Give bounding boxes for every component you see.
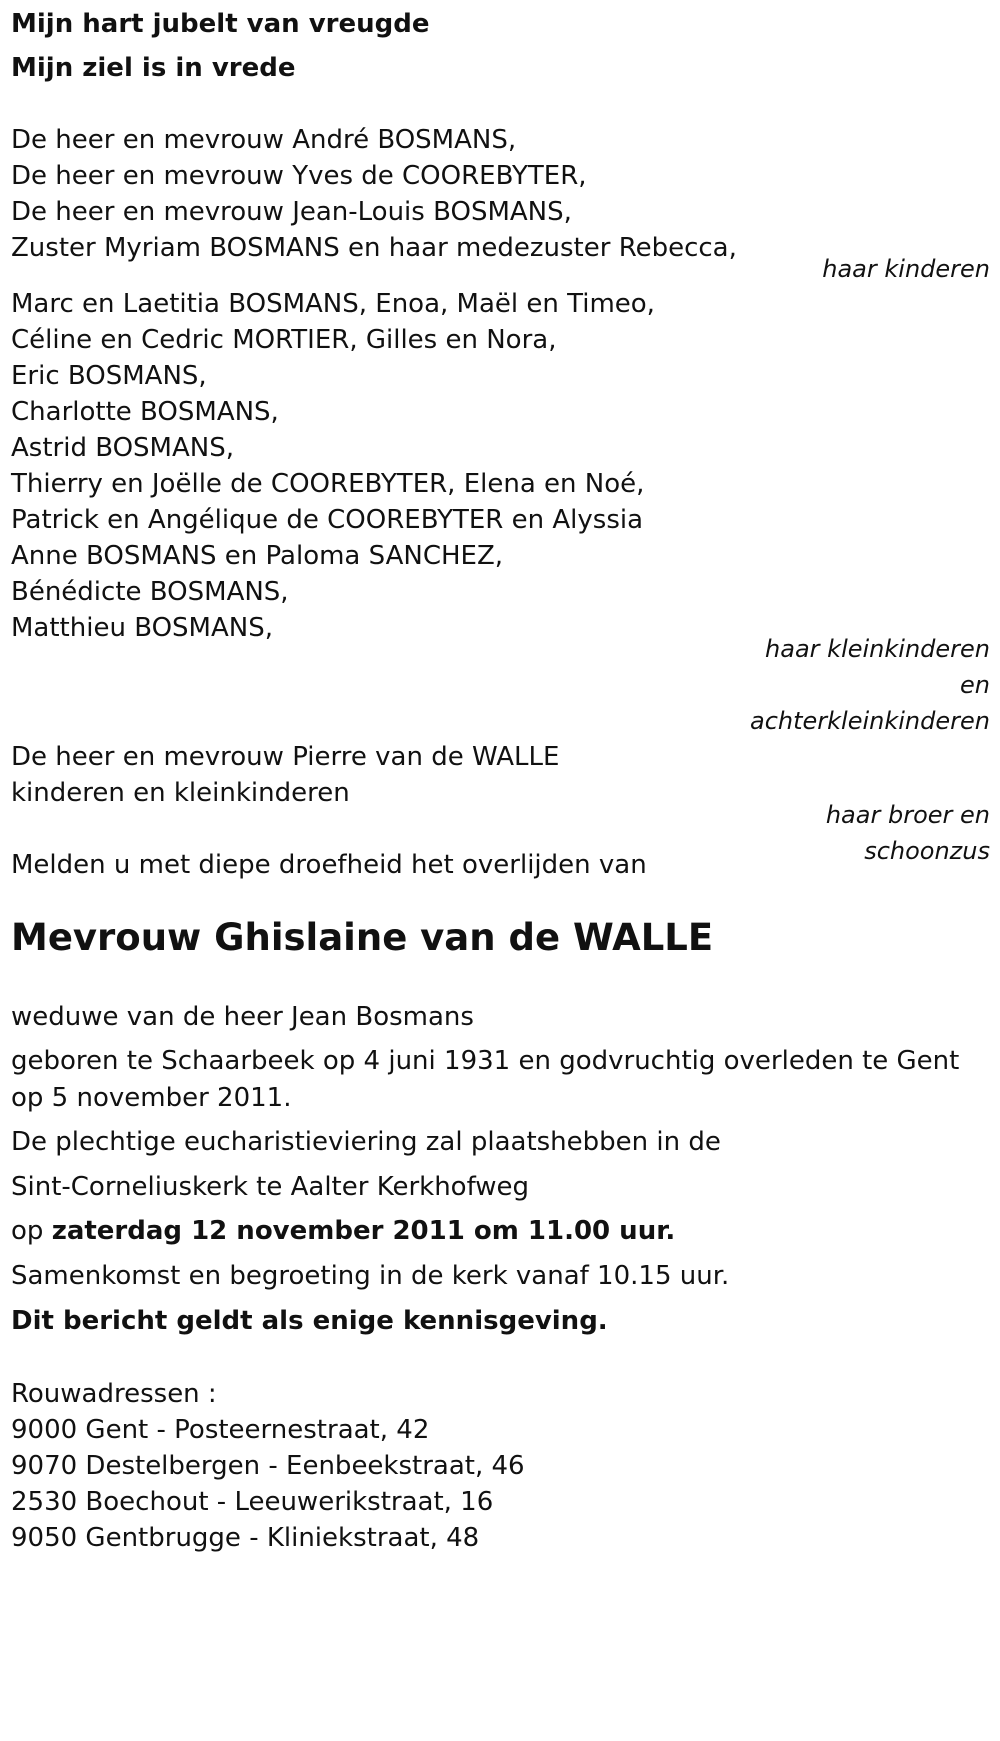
grandchildren-line-9: Bénédicte BOSMANS, [11, 577, 289, 607]
sibling-role-line-1: haar broer en [825, 801, 990, 829]
children-line-1: De heer en mevrouw André BOSMANS, [11, 125, 517, 155]
grandchildren-line-3: Eric BOSMANS, [11, 361, 207, 391]
grandchildren-role-line-1: haar kleinkinderen [765, 635, 990, 663]
sibling-role-line-2: schoonzus [864, 837, 990, 865]
children-line-2: De heer en mevrouw Yves de COOREBYTER, [11, 161, 587, 191]
sibling-line-1: De heer en mevrouw Pierre van de WALLE [11, 742, 560, 772]
children-line-4: Zuster Myriam BOSMANS en haar medezuster Rebecca, [11, 233, 737, 263]
grandchildren-line-1: Marc en Laetitia BOSMANS, Enoa, Maël en Timeo, [11, 289, 655, 319]
gathering-text: Samenkomst en begroeting in de kerk vanaf 10.15 uur. [11, 1261, 730, 1291]
address-line-2: 9070 Destelbergen - Eenbeekstraat, 46 [11, 1451, 525, 1481]
grandchildren-line-4: Charlotte BOSMANS, [11, 397, 279, 427]
grandchildren-line-5: Astrid BOSMANS, [11, 433, 234, 463]
grandchildren-role-line-2: en [960, 671, 990, 699]
children-role: haar kinderen [822, 255, 990, 283]
birth-death-line-1: geboren te Schaarbeek op 4 juni 1931 en godvruchtig overleden te Gent [11, 1046, 960, 1076]
grandchildren-line-2: Céline en Cedric MORTIER, Gilles en Nora, [11, 325, 557, 355]
announcement-text: Melden u met diepe droefheid het overlijden van [11, 850, 647, 880]
grandchildren-line-10: Matthieu BOSMANS, [11, 613, 273, 643]
ceremony-date-prefix: op [11, 1216, 52, 1246]
ceremony-date [11, 1211, 675, 1251]
widow-of-text: weduwe van de heer Jean Bosmans [11, 1002, 474, 1032]
address-line-3: 2530 Boechout - Leeuwerikstraat, 16 [11, 1487, 494, 1517]
ceremony-date-bold: zaterdag 12 november 2011 om 11.00 uur. [51, 1216, 676, 1246]
motto-line-2: Mijn ziel is in vrede [11, 53, 296, 83]
addresses-title: Rouwadressen : [11, 1379, 217, 1409]
birth-death-line-2: op 5 november 2011. [11, 1083, 292, 1113]
grandchildren-role-line-3: achterkleinkinderen [750, 707, 990, 735]
sibling-line-2: kinderen en kleinkinderen [11, 778, 350, 808]
address-line-1: 9000 Gent - Posteernestraat, 42 [11, 1415, 430, 1445]
grandchildren-line-7: Patrick en Angélique de COOREBYTER en Alyssia [11, 505, 644, 535]
children-line-3: De heer en mevrouw Jean-Louis BOSMANS, [11, 197, 572, 227]
grandchildren-line-8: Anne BOSMANS en Paloma SANCHEZ, [11, 541, 504, 571]
ceremony-line-2: Sint-Corneliuskerk te Aalter Kerkhofweg [11, 1172, 530, 1202]
grandchildren-line-6: Thierry en Joëlle de COOREBYTER, Elena en Noé, [11, 469, 645, 499]
deceased-name: Mevrouw Ghislaine van de WALLE [11, 916, 714, 959]
notice-text: Dit bericht geldt als enige kennisgeving. [11, 1306, 608, 1336]
address-line-4: 9050 Gentbrugge - Kliniekstraat, 48 [11, 1523, 480, 1553]
ceremony-line-1: De plechtige eucharistieviering zal plaatshebben in de [11, 1127, 721, 1157]
motto-line-1: Mijn hart jubelt van vreugde [11, 9, 430, 39]
